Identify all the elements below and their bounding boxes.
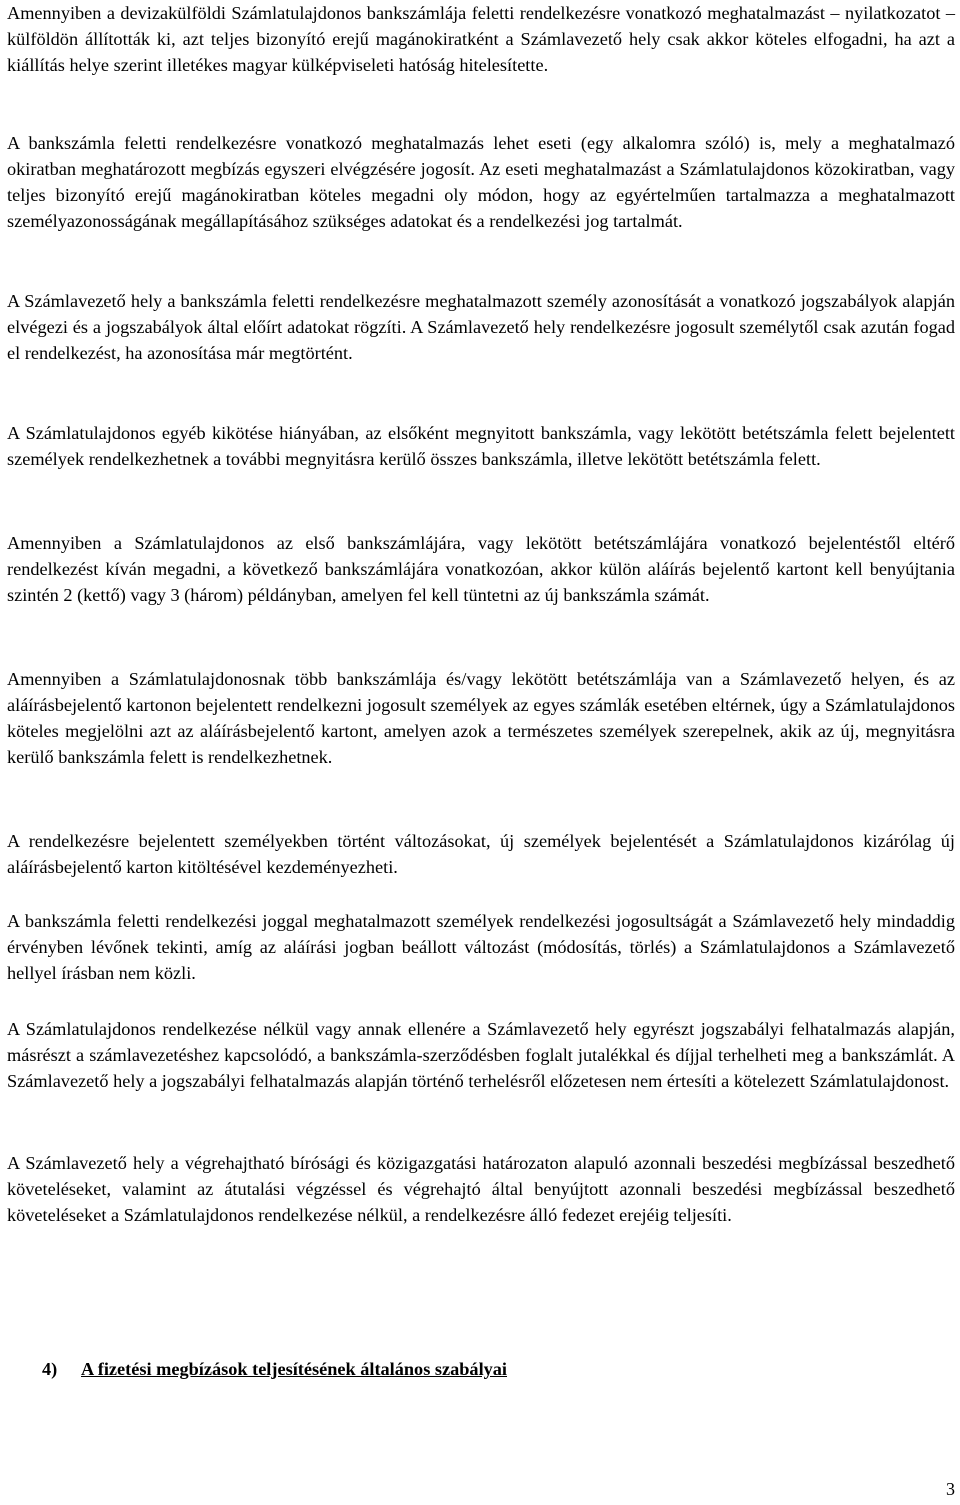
- paragraph-multiple-accounts: Amennyiben a Számlatulajdonosnak több bankszámlája és/vagy lekötött betétszámlája van a Számlavezető helyen, és az aláírásbejelentő kartonon bejelentett rendelkezni jogosult személyek az egyes számlák esetében eltérnek, úgy a Számlatulajdonos köteles megjelölni azt az aláírásbejelentő kartont, amelyen azok a természetes személyek szerepelnek, akik az új, megnyitásra kerülő bankszámla felett is rendelkezhetnek.: [7, 669, 955, 767]
- section-number: 4): [42, 1359, 58, 1379]
- paragraph-fees-and-charges: A Számlatulajdonos rendelkezése nélkül vagy annak ellenére a Számlavezető hely egyrészt jogszabályi felhatalmazás alapján, másrészt a számlavezetéshez kapcsolódó, a bankszámla-szerződésben foglalt jutalékkal és díjjal terhelheti meg a bankszámlát. A Számlavezető hely a jogszabályi felhatalmazás alapján történő terhelésről előzetesen nem értesíti a kötelezett Számlatulajdonost.: [7, 1019, 955, 1091]
- paragraph-identification: A Számlavezető hely a bankszámla feletti rendelkezésre meghatalmazott személy azonosítását a vonatkozó jogszabályok alapján elvégezi és a jogszabályok által előírt adatokat rögzíti. A Számlavezető hely rendelkezésre jogosult személytől csak azután fogad el rendelkezést, ha azonosítása már megtörtént.: [7, 291, 955, 363]
- paragraph-immediate-collection: A Számlavezető hely a végrehajtható bírósági és közigazgatási határozaton alapuló azonnali beszedési megbízással beszedhető követeléseket, valamint az átutalási végzéssel és végrehajtó által benyújtott azonnali beszedési megbízással beszedhető követeléseket a Számlatulajdonos rendelkezése nélkül, a rendelkezésre álló fedezet erejéig teljesíti.: [7, 1153, 955, 1225]
- paragraph-changes-in-persons: A rendelkezésre bejelentett személyekben történt változásokat, új személyek bejelentését a Számlatulajdonos kizárólag új aláírásbejelentő karton kitöltésével kezdeményezheti.: [7, 831, 955, 877]
- section-title: A fizetési megbízások teljesítésének általános szabályai: [81, 1359, 508, 1379]
- paragraph-one-time-authorization: A bankszámla feletti rendelkezésre vonatkozó meghatalmazás lehet eseti (egy alkalomra szóló) is, mely a meghatalmazó okiratban meghatározott megbízás egyszeri elvégzésére jogosít. Az eseti meghatalmazást a Számlatulajdonos közokiratban, vagy teljes bizonyító erejű magánokiratban köteles megadni oly módon, hogy az egyértelműen tartalmazza a meghatalmazott személyazonosságának megállapításához szükséges adatokat és a rendelkezési jog tartalmát.: [7, 133, 955, 231]
- paragraph-first-account-authority: A Számlatulajdonos egyéb kikötése hiányában, az elsőként megnyitott bankszámla, vagy lekötött betétszámla felett bejelentett személyek rendelkezhetnek a további megnyitásra kerülő összes bankszámla, illetve lekötött betétszámla felett.: [7, 423, 955, 469]
- section-heading: [42, 1356, 507, 1382]
- paragraph-different-signature-card: Amennyiben a Számlatulajdonos az első bankszámlájára, vagy lekötött betétszámlájára vonatkozó bejelentéstől eltérő rendelkezést kíván megadni, a következő bankszámlájára vonatkozóan, akkor külön aláírás bejelentő kartont kell benyújtania szintén 2 (kettő) vagy 3 (három) példányban, amelyen fel kell tüntetni az új bankszámla számát.: [7, 533, 955, 605]
- paragraph-validity-of-authority: A bankszámla feletti rendelkezési joggal meghatalmazott személyek rendelkezési jogosultságát a Számlavezető hely mindaddig érvényben lévőnek tekinti, amíg az aláírási jogban beállott változást (módosítás, törlés) a Számlatulajdonos a Számlavezető hellyel írásban nem közli.: [7, 911, 955, 983]
- paragraph-foreign-authorization: Amennyiben a devizakülföldi Számlatulajdonos bankszámlája feletti rendelkezésre vonatkozó meghatalmazást – nyilatkozatot – külföldön állították ki, azt teljes bizonyító erejű magánokiratként a Számlavezető hely csak akkor köteles elfogadni, ha azt a kiállítás helye szerint illetékes magyar külképviseleti hatóság hitelesítette.: [7, 3, 955, 75]
- page-number: 3: [946, 1479, 955, 1499]
